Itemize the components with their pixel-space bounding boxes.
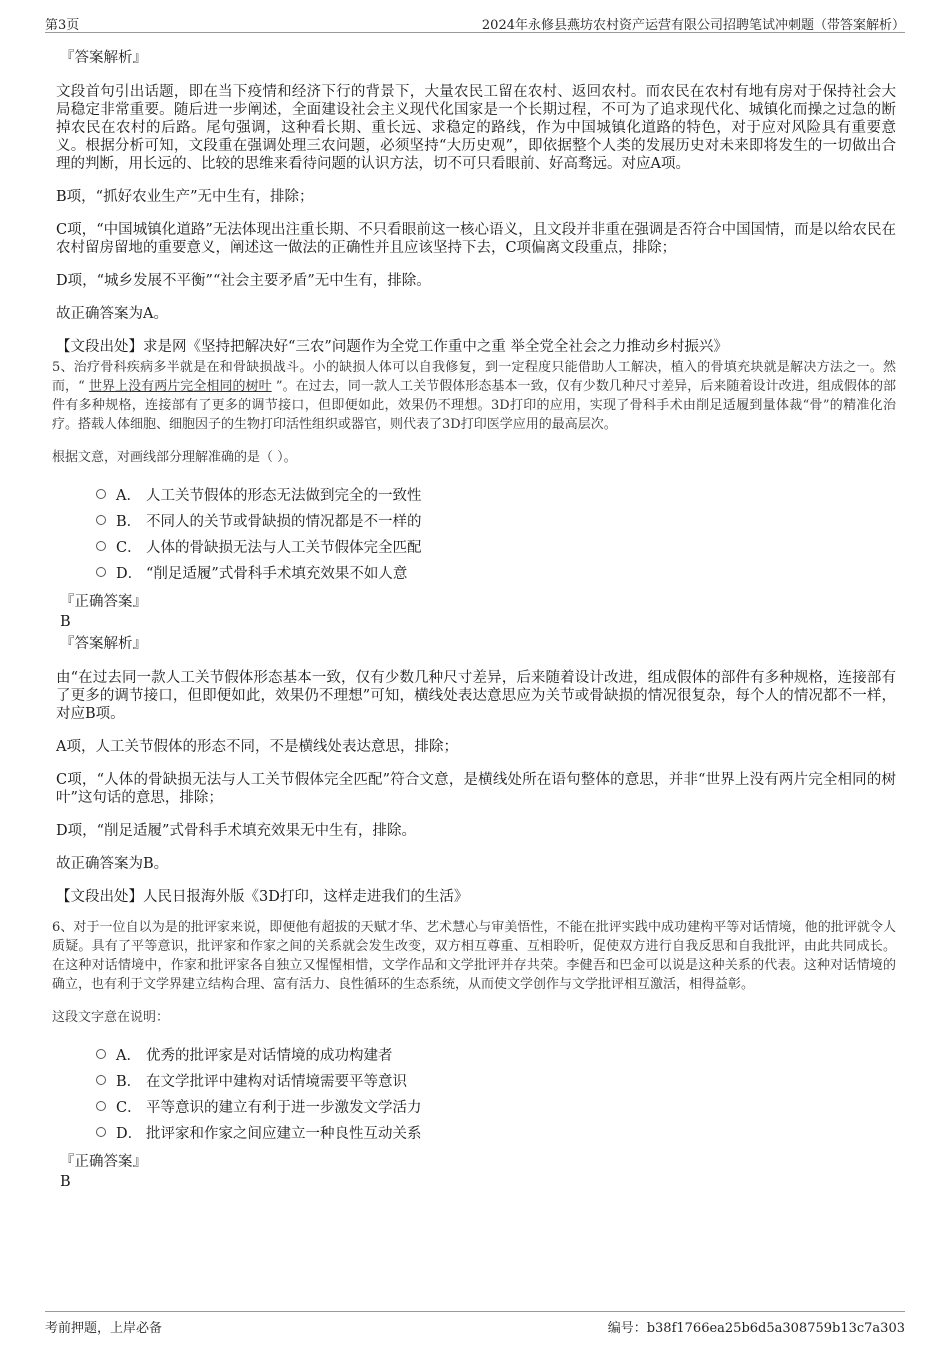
option-a[interactable]: A． 优秀的批评家是对话情境的成功构建者 xyxy=(96,1043,896,1069)
question-5-stem: 5、治疗骨科疾病多半就是在和骨缺损战斗。小的缺损人体可以自我修复，到一定程度只能借助人工解决，植入的骨填充块就是解决方法之一。然而，“ 世界上没有两片完全相同的树叶 ”。在过去，同一款人工关节假体形态基本一致，仅有少数几种尺寸差异，后来随着设计改进，组成假体的部件有多种规格，连接部有了更多的调节接口，但即便如此，效果仍不理想。3D打印的应用，实现了骨科手术由削足适履到量体裁“骨”的精准化治疗。搭载人体细胞、细胞因子的生物打印活性组织或器官，则代表了3D打印医学应用的最高层次。 xyxy=(52,360,896,432)
source-citation: 【文段出处】求是网《坚持把解决好“三农”问题作为全党工作重中之重 举全党全社会之力推动乡村振兴》 xyxy=(56,339,728,355)
analysis-conclusion: 故正确答案为B。 xyxy=(56,856,169,872)
option-b[interactable]: B． 在文学批评中建构对话情境需要平等意识 xyxy=(96,1069,896,1095)
analysis-paragraph: 由“在过去同一款人工关节假体形态基本一致，仅有少数几种尺寸差异，后来随着设计改进，组成假体的部件有多种规格，连接部有了更多的调节接口，但即便如此，效果仍不理想”可知，横线处表达意思应为关节或骨缺损的情况很复杂，每个人的情况都不一样，对应B项。 xyxy=(56,670,896,722)
document-title: 2024年永修县燕坊农村资产运营有限公司招聘笔试冲刺题（带答案解析） xyxy=(481,18,905,33)
correct-answer: B xyxy=(60,1174,71,1190)
page-number: 第3页 xyxy=(45,18,80,33)
analysis-note-c: C项，“人体的骨缺损无法与人工关节假体完全匹配”符合文意，是横线处所在语句整体的意思，并非“世界上没有两片完全相同的树叶”这句话的意思，排除； xyxy=(56,772,896,806)
radio-button[interactable] xyxy=(96,1127,106,1137)
radio-button[interactable] xyxy=(96,515,106,525)
page-footer xyxy=(45,1311,905,1336)
option-c[interactable]: C． 平等意识的建立有利于进一步激发文学活力 xyxy=(96,1095,896,1121)
option-a[interactable]: A． 人工关节假体的形态无法做到完全的一致性 xyxy=(96,483,896,509)
option-b[interactable]: B． 不同人的关节或骨缺损的情况都是不一样的 xyxy=(96,509,896,535)
analysis-note-b: B项，“抓好农业生产”无中生有，排除； xyxy=(56,189,314,205)
question-6-options xyxy=(56,1043,896,1147)
analysis-note-c: C项，“中国城镇化道路”无法体现出注重长期、不只看眼前这一核心语义，且文段并非重在强调是否符合中国国情，而是以给农民在农村留房留地的重要意义，阐述这一做法的正确性并且应该坚持下去，C项偏离文段重点，排除； xyxy=(56,222,896,256)
analysis-note-a: A项，人工关节假体的形态不同，不是横线处表达意思，排除； xyxy=(56,739,458,755)
analysis-note-d: D项，“城乡发展不平衡”“社会主要矛盾”无中生有，排除。 xyxy=(56,273,431,289)
analysis-paragraph: 文段首句引出话题，即在当下疫情和经济下行的背景下，大量农民工留在农村、返回农村。而农民在农村有地有房对于保持社会大局稳定非常重要。随后进一步阐述，全面建设社会主义现代化国家是一个长期过程，不可为了追求现代化、城镇化而操之过急的断掉农民在农村的后路。尾句强调，这种看长期、重长远、求稳定的路线，作为中国城镇化道路的特色，对于应对风险具有重要意义。根据分析可知，文段重在强调处理三农问题，必须坚持“大历史观”，即依据整个人类的发展历史对未来即将发生的一切做出合理的判断，用长远的、比较的思维来看待问题的认识方法，切不可只看眼前、好高骛远。对应A项。 xyxy=(56,84,896,172)
analysis-label: 『答案解析』 xyxy=(60,636,147,652)
analysis-conclusion: 故正确答案为A。 xyxy=(56,306,168,322)
radio-button[interactable] xyxy=(96,1075,106,1085)
option-c[interactable]: C． 人体的骨缺损无法与人工关节假体完全匹配 xyxy=(96,535,896,561)
footer-slogan: 考前押题，上岸必备 xyxy=(45,1321,163,1336)
page-content xyxy=(52,44,896,1191)
analysis-note-d: D项，“削足适履”式骨科手术填充效果无中生有，排除。 xyxy=(56,823,416,839)
document-id: 编号：b38f1766ea25b6d5a308759b13c7a303 xyxy=(607,1321,905,1336)
radio-button[interactable] xyxy=(96,489,106,499)
analysis-label: 『答案解析』 xyxy=(60,50,147,66)
underlined-phrase: 世界上没有两片完全相同的树叶 xyxy=(88,379,272,394)
radio-button[interactable] xyxy=(96,1049,106,1059)
source-citation: 【文段出处】人民日报海外版《3D打印，这样走进我们的生活》 xyxy=(56,889,469,905)
page-header xyxy=(45,12,905,33)
radio-button[interactable] xyxy=(96,541,106,551)
option-d[interactable]: D． 批评家和作家之间应建立一种良性互动关系 xyxy=(96,1121,896,1147)
question-6-prompt: 这段文字意在说明： xyxy=(52,1010,170,1025)
question-5-options xyxy=(56,483,896,587)
radio-button[interactable] xyxy=(96,567,106,577)
question-5-prompt: 根据文意，对画线部分理解准确的是（ ）。 xyxy=(52,450,297,465)
option-d[interactable]: D． “削足适履”式骨科手术填充效果不如人意 xyxy=(96,561,896,587)
question-6-stem: 6、对于一位自以为是的批评家来说，即便他有超拔的天赋才华、艺术慧心与审美悟性，不能在批评实践中成功建构平等对话情境，他的批评就令人质疑。具有了平等意识，批评家和作家之间的关系就会发生改变，双方相互尊重、互相聆听，促使双方进行自我反思和自我批评，由此共同成长。在这种对话情境中，作家和批评家各自独立又惺惺相惜，文学作品和文学批评并存共荣。李健吾和巴金可以说是这种关系的代表。这种对话情境的确立，也有利于文学界建立结构合理、富有活力、良性循环的生态系统，从而使文学创作与文学批评相互激活，相得益彰。 xyxy=(52,920,896,992)
correct-answer: B xyxy=(60,614,71,630)
correct-answer-label: 『正确答案』 xyxy=(60,594,147,610)
correct-answer-label: 『正确答案』 xyxy=(60,1154,147,1170)
radio-button[interactable] xyxy=(96,1101,106,1111)
